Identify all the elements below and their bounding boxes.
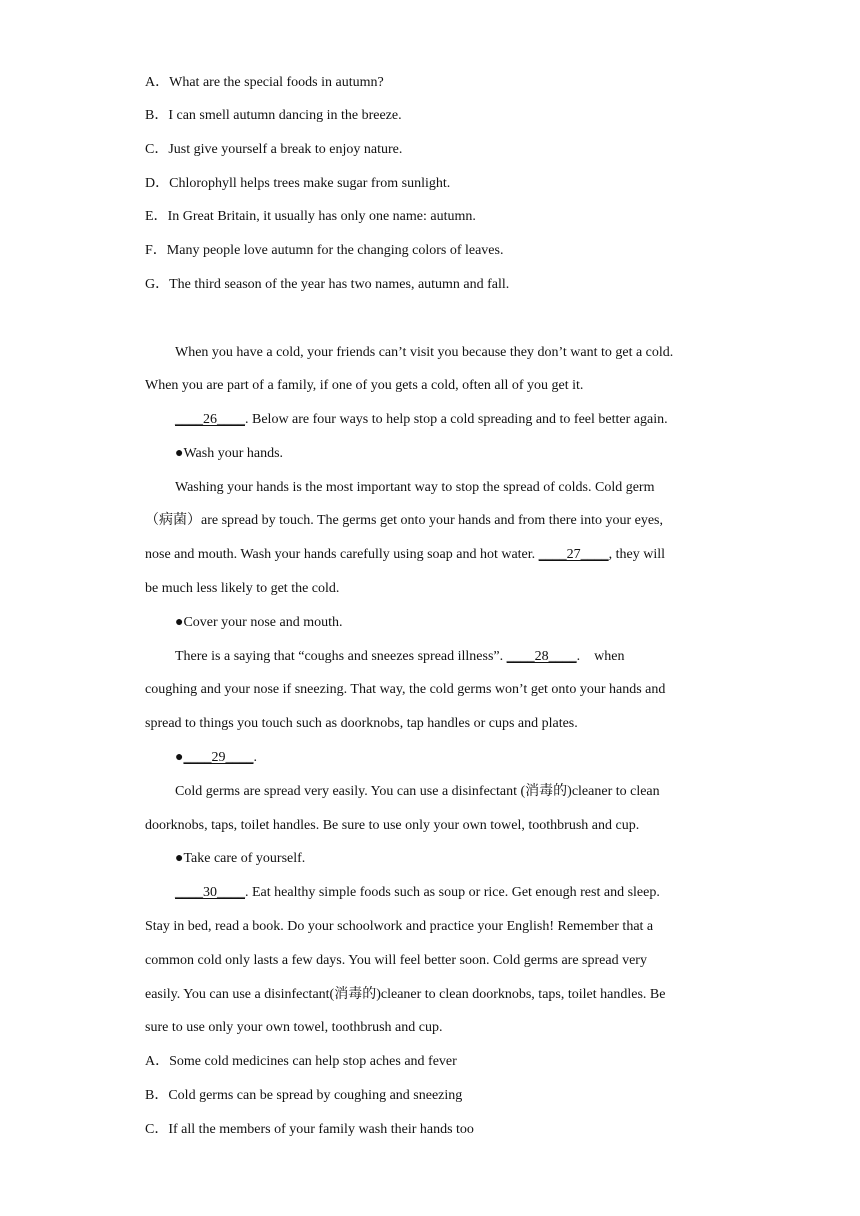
passage-line: coughing and your nose if sneezing. That way, the cold germs won’t get onto your hands and [145, 682, 666, 697]
passage-text: . Eat healthy simple foods such as soup or rice. Get enough rest and sleep. [245, 885, 660, 900]
blank-30[interactable]: ____30____ [175, 885, 245, 900]
option-text: What are the special foods in autumn? [169, 75, 384, 90]
section-heading: ●Take care of yourself. [175, 851, 306, 866]
passage-line [175, 410, 725, 430]
passage-line: spread to things you touch such as doorknobs, tap handles or cups and plates. [145, 716, 578, 731]
passage-line: （病菌）are spread by touch. The germs get onto your hands and from there into your eyes, [145, 513, 663, 528]
passage-line: sure to use only your own towel, toothbrush and cup. [145, 1020, 443, 1035]
option-text: Many people love autumn for the changing colors of leaves. [166, 243, 504, 258]
blank-27[interactable]: ____27____ [538, 547, 609, 562]
option-text: Some cold medicines can help stop aches and fever [169, 1054, 457, 1069]
bullet: ● [175, 750, 184, 765]
passage-text: . Below are four ways to help stop a cold spreading and to feel better again. [245, 412, 668, 427]
option-letter: D． [145, 176, 170, 191]
passage-line [175, 883, 725, 903]
option-a [145, 1052, 725, 1072]
passage-line: common cold only lasts a few days. You will feel better soon. Cold germs are spread very [145, 953, 647, 968]
section-heading [175, 748, 725, 768]
option-text: Chlorophyll helps trees make sugar from sunlight. [169, 176, 451, 191]
passage-line: easily. You can use a disinfectant(消毒的)cleaner to clean doorknobs, taps, toilet handles. Be [145, 987, 666, 1002]
passage-line: Stay in bed, read a book. Do your schoolwork and practice your English! Remember that a [145, 919, 654, 934]
option-text: I can smell autumn dancing in the breeze. [168, 108, 402, 123]
option-letter: C． [145, 1122, 169, 1137]
option-letter: C． [145, 142, 169, 157]
passage-text: . when [576, 649, 625, 664]
passage-line [145, 545, 725, 565]
option-c [145, 140, 725, 160]
passage-text: , they will [608, 547, 666, 562]
option-b [145, 106, 725, 126]
passage-line: When you have a cold, your friends can’t visit you because they don’t want to get a cold. [175, 345, 674, 360]
option-letter: B． [145, 1088, 169, 1103]
option-text: The third season of the year has two names, autumn and fall. [169, 277, 510, 292]
passage-line: Cold germs are spread very easily. You can use a disinfectant (消毒的)cleaner to clean [175, 784, 660, 799]
passage-line: Washing your hands is the most important way to stop the spread of colds. Cold germ [175, 480, 655, 495]
option-letter: A． [145, 1054, 170, 1069]
option-text: Cold germs can be spread by coughing and sneezing [168, 1088, 463, 1103]
option-f [145, 241, 725, 261]
blank-28[interactable]: ____28____ [506, 649, 577, 664]
passage-text: nose and mouth. Wash your hands carefully using soap and hot water. [145, 547, 539, 562]
passage-line: be much less likely to get the cold. [145, 581, 340, 596]
passage-line: When you are part of a family, if one of you gets a cold, often all of you get it. [145, 378, 584, 393]
option-text: If all the members of your family wash their hands too [168, 1122, 474, 1137]
option-b [145, 1086, 725, 1106]
option-g [145, 275, 725, 295]
option-text: In Great Britain, it usually has only one name: autumn. [167, 209, 476, 224]
passage-text: There is a saying that “coughs and sneezes spread illness”. [175, 649, 507, 664]
blank-29[interactable]: ____29____ [183, 750, 254, 765]
option-c [145, 1120, 725, 1140]
passage-line [175, 647, 725, 667]
option-letter: A． [145, 75, 170, 90]
option-letter: F． [145, 243, 167, 258]
option-d [145, 174, 725, 194]
passage-line: doorknobs, taps, toilet handles. Be sure to use only your own towel, toothbrush and cup. [145, 818, 640, 833]
blank-26[interactable]: ____26____ [175, 412, 245, 427]
option-a [145, 73, 725, 93]
option-text: Just give yourself a break to enjoy nature. [168, 142, 403, 157]
option-e [145, 207, 725, 227]
option-letter: B． [145, 108, 169, 123]
section-heading: ●Cover your nose and mouth. [175, 615, 343, 630]
option-letter: G． [145, 277, 170, 292]
passage-text: . [253, 750, 257, 765]
section-heading: ●Wash your hands. [175, 446, 284, 461]
option-letter: E． [145, 209, 168, 224]
